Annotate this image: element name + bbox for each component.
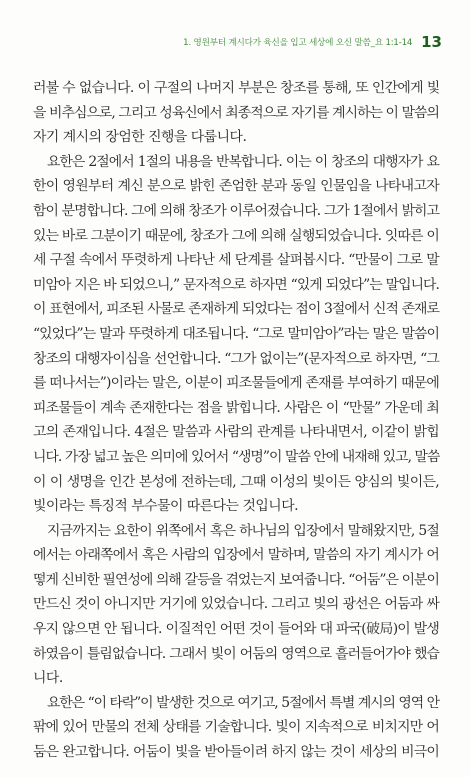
text-line: 에서는 아래쪽에서 혹은 사람의 입장에서 말하며, 말씀의 자기 계시가 어 [33,547,439,564]
text-line: 창조의 대행자이심을 선언합니다. “그가 없이는”(문자적으로 하자면, “그 [33,350,439,367]
text-line: 한이 영원부터 계신 분으로 밝힌 존엄한 분과 동일 인물임을 나타내고자 [33,178,439,195]
text-line: 고의 존재입니다. 4절은 말씀과 사람의 관계를 나타내면서, 이같이 밝힙 [33,424,439,441]
page-number: 13 [421,33,442,51]
paragraph [33,691,439,765]
text-line: 요한은 2절에서 1절의 내용을 반복합니다. 이는 이 창조의 대행자가 요 [47,153,439,170]
text-line: 팎에 있어 만물의 전체 상태를 기술합니다. 빛이 지속적으로 비치지만 어 [33,719,439,736]
text-line: 자기 계시의 장엄한 진행을 다룹니다. [33,129,247,146]
text-line: 이 이 생명을 인간 본성에 전하는데, 그때 이성의 빛이든 양심의 빛이든, [33,473,439,490]
text-line: 둠은 완고합니다. 어둠이 빛을 받아들이려 하지 않는 것이 세상의 비극이 [33,744,439,761]
text-line: 세 구절 속에서 뚜렷하게 나타난 세 단계를 살펴봅시다. “만물이 그로 말 [33,252,439,269]
page-header [0,32,442,52]
text-line: 니다. 가장 넓고 높은 의미에 있어서 “생명”이 말씀 안에 내재해 있고, 말씀 [33,448,440,465]
text-line: 를 떠나서는”)이라는 말은, 이분이 피조물들에게 존재를 부여하기 때문에 [33,375,439,392]
text-line: 하였음이 틀림없습니다. 그래서 빛이 어둠의 영역으로 흘러들어가야 했습 [33,645,439,662]
text-line: 미암아 지은 바 되었으니,” 문자적으로 하자면 “있게 되었다”는 말입니다. [33,276,439,293]
text-line: 떻게 신비한 필연성에 의해 갈등을 겪었는지 보여줍니다. “어둠”은 이분이 [33,571,439,588]
text-line: 이 표현에서, 피조된 사물로 존재하게 되었다는 점이 3절에서 신적 존재로 [33,301,439,318]
paragraph [33,519,439,691]
text-line: 빛이라는 특징적 부수물이 따른다는 것입니다. [33,498,299,515]
text-line: 우지 않으면 안 됩니다. 이질적인 어떤 것이 들어와 대 파국(破局)이 발생 [33,621,439,638]
body-text [33,76,439,765]
text-line: 니다. [33,670,63,687]
text-line: 요한은 “이 타락”이 발생한 것으로 여기고, 5절에서 특별 계시의 영역 안 [47,694,439,711]
text-line: 있는 바로 그분이기 때문에, 창조가 그에 의해 실행되었습니다. 잇따른 이 [33,227,439,244]
text-line: 러불 수 없습니다. 이 구절의 나머지 부분은 창조를 통해, 또 인간에게 빛 [33,80,440,96]
text-line: “있었다”는 말과 뚜렷하게 대조됩니다. “그로 말미암아”라는 말은 말씀이 [33,325,439,342]
text-line: 함이 분명합니다. 그에 의해 창조가 이루어졌습니다. 그가 1절에서 밝히고 [33,202,439,219]
running-head: 1. 영원부터 계시다가 육신을 입고 세상에 오신 말씀_요 1:1-14 [183,38,413,48]
text-line: 만드신 것이 아니지만 거기에 있었습니다. 그리고 빛의 광선은 어둠과 싸 [33,596,439,613]
paragraph [33,76,439,150]
text-line: 을 비추심으로, 그리고 성육신에서 최종적으로 자기를 계시하는 이 말씀의 [33,104,439,121]
text-line: 지금까지는 요한이 위쪽에서 혹은 하나님의 입장에서 말해왔지만, 5절 [47,522,439,539]
text-line: 피조물들이 계속 존재한다는 점을 밝힙니다. 사람은 이 “만물” 가운데 최 [33,399,439,416]
paragraph [33,150,439,519]
